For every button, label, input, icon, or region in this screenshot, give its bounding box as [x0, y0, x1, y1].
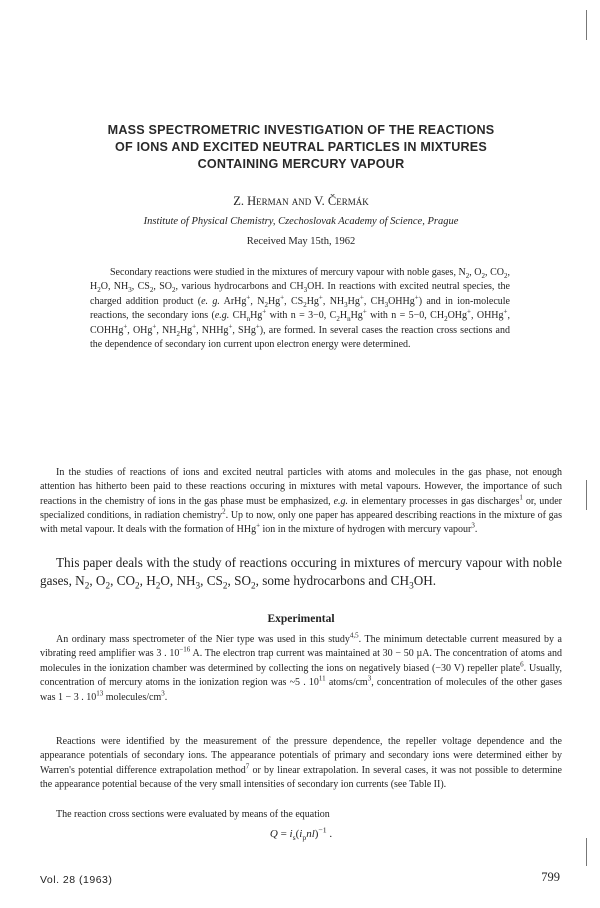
institute: Institute of Physical Chemistry, Czechoslovak Academy of Science, Prague [143, 216, 459, 227]
title-line: OF IONS AND EXCITED NEUTRAL PARTICLES IN MIXTURES [114, 140, 487, 154]
section-heading: Experimental [267, 613, 335, 625]
experimental-paragraph: An ordinary mass spectrometer of the Nier type was used in this study$^{4,5}$. The minimum detectable current measured by a vibrating reed amplifier was 3 . $10^{-16}$ A. The electron trap current was maintained at 30 − 50 µA. The concentration of atoms and molecules in the ionization chamber was determined by collecting the ions on negatively biased (−30 V) repeller plate$^6$. Usually, concentration of mercury atoms in the ionization region was ~5 . $10^{11}$ atoms/$cm^3$, concentration of molecules of the other gases was 1 − 3 . $10^{13}$ molecules/$cm^3$. [40, 631, 562, 703]
crop-mark [586, 10, 587, 40]
title-line: CONTAINING MERCURY VAPOUR [197, 157, 405, 171]
experimental-paragraph: Reactions were identified by the measurement of the pressure dependence, the repeller voltage dependence and the appearance potentials of secondary ions. The appearance potentials of primary and secondary ions were determined either by Warren's potential difference extrapolation method$^7$ or by linear extrapolation. In several cases, it was not possible to determine the appearance potential because of the very small intensities of secondary ion currents (see Table II). [40, 736, 562, 791]
purpose-paragraph: This paper deals with the study of reactions occuring in mixtures of mercury vapour with noble gases, $N_2$, $O_2$, $CO_2$, $H_2O$, $NH_3$, $CS_2$, $SO_2$, some hydrocarbons and $CH_3OH$. [40, 555, 562, 591]
volume-footer: Vol. 28 (1963) [40, 874, 113, 886]
crop-mark [586, 838, 587, 866]
intro-paragraph: In the studies of reactions of ions and excited neutral particles with atoms and molecules in the gas phase, not enough attention has hitherto been paid to these reactions occuring in mixtures with metal vapours. However, the importance of such reactions in the chemistry of ions in the gas phase must be emphasized, e.g. in elementary processes in gas discharges$^1$ or, under specialized conditions, in radiation chemistry$^2$. Up to now, only one paper has appeared describing reactions in the mixture of gas with metal vapour. It deals with the formation of HHg+ ion in the mixture of hydrogen with mercury vapour$^3$. [40, 467, 562, 536]
paper-title [40, 122, 562, 173]
abstract: Secondary reactions were studied in the mixtures of mercury vapour with noble gases, $N_2$, $O_2$, $CO_2$, $H_2O$, $NH_3$, $CS_2$, $SO_2$, various hydrocarbons and $CH_3OH$. In reactions with excited neutral species, the charged addition product (e. g. ArHg+, $N_2Hg^+$, $CS_2Hg^+$, $NH_3Hg^+$, $CH_3OHHg^+$) and in ion-molecule reactions, the secondary ions (e.g. $CH_nHg^+$ with n = 3−0, $C_2H_nHg^+$ with n = 5−0, $CH_2OHg^+$, OHHg+, COHHg+, OHg+, $NH_2Hg^+$, NHHg+, SHg+), are formed. In several cases the reaction cross sections and the dependence of secondary ion current upon electron energy were determined. [90, 267, 510, 351]
page-number: 799 [541, 870, 560, 884]
experimental-paragraph: The reaction cross sections were evaluated by means of the equation [56, 809, 330, 820]
received-date: Received May 15th, 1962 [246, 236, 356, 247]
authors: Z. Herman and V. Čermák [233, 194, 369, 208]
title-line: MASS SPECTROMETRIC INVESTIGATION OF THE REACTIONS [107, 123, 495, 137]
crop-mark [586, 480, 587, 510]
equation: $Q = i_s(i_pnl)^{-1}$ . [269, 825, 333, 843]
